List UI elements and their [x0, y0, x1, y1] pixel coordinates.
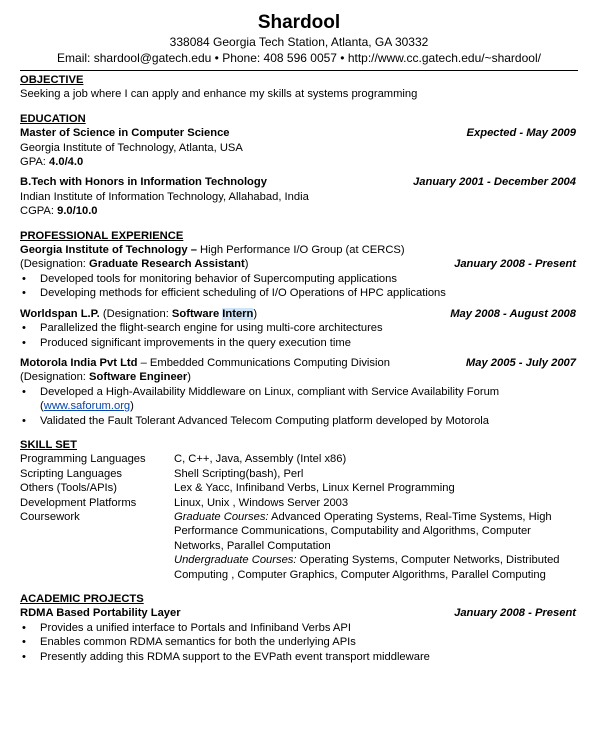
- highlighted-text: Intern: [222, 307, 254, 320]
- saforum-link[interactable]: www.saforum.org: [43, 400, 131, 413]
- undergraduate-courses-label: Undergraduate Courses:: [174, 554, 297, 567]
- employer-name: Worldspan L.P.: [20, 307, 100, 320]
- header-divider: [20, 70, 578, 71]
- designation-prefix: (Designation:: [99, 307, 172, 320]
- degree-date: Expected - May 2009: [466, 127, 576, 140]
- list-item: • Parallelized the flight-search engine for using multi-core architectures: [20, 321, 578, 335]
- experience-entry: [20, 356, 578, 428]
- education-section: [20, 112, 578, 219]
- designation-line: [20, 257, 248, 271]
- graduate-courses: [174, 510, 578, 553]
- undergraduate-courses-text: Operating Systems, Computer Networks, Distributed Computing , Computer Graphics, Computer Algorithms, Parallel Computing: [174, 554, 560, 581]
- grade-label: GPA:: [20, 156, 50, 169]
- skill-name: Scripting Languages: [20, 467, 123, 480]
- experience-heading: PROFESSIONAL EXPERIENCE: [20, 229, 184, 242]
- degree-title: Master of Science in Computer Science: [20, 127, 230, 140]
- designation-suffix: ): [187, 371, 191, 384]
- grade-line: [20, 155, 578, 169]
- list-item: • Provides a unified interface to Portals and Infiniband Verbs API: [20, 621, 578, 635]
- employer-name: Motorola India Pvt Ltd: [20, 356, 138, 369]
- experience-date: January 2008 - Present: [454, 258, 576, 271]
- degree-title: B.Tech with Honors in Information Technology: [20, 176, 267, 189]
- skill-value: Lex & Yacc, Infiniband Verbs, Linux Kernel Programming: [174, 482, 455, 495]
- skill-value: C, C++, Java, Assembly (Intel x86): [174, 453, 347, 466]
- skill-name: Programming Languages: [20, 453, 146, 466]
- degree-date: January 2001 - December 2004: [413, 176, 576, 189]
- employer-division: – Embedded Communications Computing Division: [137, 356, 390, 369]
- employer-name: Georgia Institute of Technology –: [20, 244, 197, 257]
- skill-value: Linux, Unix , Windows Server 2003: [174, 496, 349, 509]
- designation: Software: [171, 307, 223, 320]
- bullet-text: ): [130, 400, 134, 413]
- contact-line: Email: shardool@gatech.edu • Phone: 408 596 0057 • http://www.cc.gatech.edu/~shardool/: [57, 51, 541, 65]
- undergraduate-courses: [174, 553, 578, 582]
- list-item: • Validated the Fault Tolerant Advanced Telecom Computing platform developed by Motorola: [20, 414, 578, 428]
- grade-line: [20, 204, 578, 218]
- experience-date: May 2005 - July 2007: [465, 356, 576, 369]
- designation-line: [20, 370, 578, 384]
- list-item: • Developed tools for monitoring behavior of Supercomputing applications: [20, 272, 578, 286]
- candidate-name: Shardool: [257, 12, 341, 33]
- education-entry: [20, 126, 578, 169]
- skill-name: Others (Tools/APIs): [20, 482, 117, 495]
- designation-prefix: (Designation:: [20, 371, 90, 384]
- skill-value: Shell Scripting(bash), Perl: [174, 467, 304, 480]
- list-item: • Produced significant improvements in the query execution time: [20, 336, 578, 350]
- skill-name: Development Platforms: [20, 496, 137, 509]
- education-heading: EDUCATION: [20, 112, 86, 125]
- employer-line: [20, 243, 578, 257]
- graduate-courses-label: Graduate Courses:: [174, 510, 269, 523]
- skills-table: [20, 452, 578, 582]
- skill-name: Coursework: [20, 510, 80, 523]
- skills-section: [20, 438, 578, 582]
- education-entry: [20, 175, 578, 218]
- employer-division: High Performance I/O Group (at CERCS): [196, 244, 405, 257]
- address-line: 338084 Georgia Tech Station, Atlanta, GA 30332: [169, 35, 429, 49]
- resume-header: [20, 12, 578, 66]
- list-item: [20, 385, 578, 414]
- list-item: • Presently adding this RDMA support to the EVPath event transport middleware: [20, 650, 578, 664]
- school-name: Indian Institute of Information Technology, Allahabad, India: [20, 190, 309, 203]
- grade-value: 4.0/4.0: [49, 156, 84, 169]
- designation: Graduate Research Assistant: [89, 258, 245, 271]
- grade-value: 9.0/10.0: [57, 205, 98, 218]
- grade-label: CGPA:: [20, 205, 58, 218]
- project-date: January 2008 - Present: [454, 607, 576, 620]
- experience-bullets: [20, 321, 578, 350]
- projects-heading: ACADEMIC PROJECTS: [20, 593, 144, 605]
- employer-line: [20, 307, 257, 321]
- experience-date: May 2008 - August 2008: [450, 307, 576, 320]
- project-bullets: [20, 621, 578, 664]
- experience-section: [20, 229, 578, 428]
- objective-section: [20, 73, 578, 102]
- experience-entry: [20, 307, 578, 350]
- objective-heading: OBJECTIVE: [20, 74, 84, 86]
- designation: Software Engineer: [89, 371, 188, 384]
- project-entry: [20, 606, 578, 664]
- skills-heading: SKILL SET: [20, 438, 77, 451]
- experience-bullets: [20, 272, 578, 301]
- coursework-value: [174, 510, 578, 582]
- experience-bullets: [20, 385, 578, 428]
- list-item: • Developing methods for efficient scheduling of I/O Operations of HPC applications: [20, 286, 578, 300]
- designation-suffix: ): [253, 307, 258, 320]
- school-name: Georgia Institute of Technology, Atlanta, USA: [20, 141, 243, 154]
- bullet-text: Developed a High-Availability Middleware on Linux, compliant with Service Availability Forum (: [40, 385, 500, 413]
- employer-line: [20, 356, 390, 370]
- objective-text: Seeking a job where I can apply and enhance my skills at systems programming: [20, 88, 418, 101]
- projects-section: [20, 592, 578, 664]
- list-item: • Enables common RDMA semantics for both the underlying APIs: [20, 635, 578, 649]
- designation-prefix: (Designation:: [20, 258, 90, 271]
- project-name: RDMA Based Portability Layer: [20, 607, 181, 620]
- designation-suffix: ): [244, 258, 249, 271]
- graduate-courses-text: Advanced Operating Systems, Real-Time Systems, High Performance Communications, Computability and Algorithms, Computer Networks, Parallel Computation: [174, 510, 552, 552]
- experience-entry: [20, 243, 578, 301]
